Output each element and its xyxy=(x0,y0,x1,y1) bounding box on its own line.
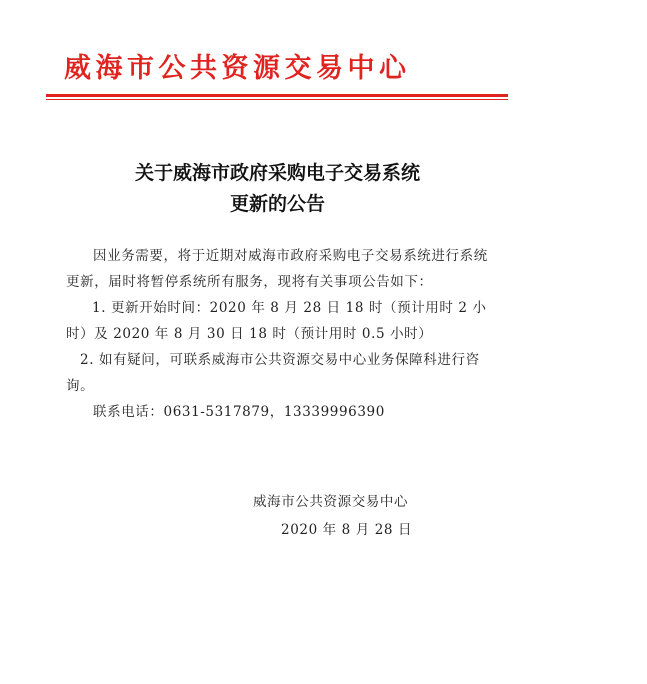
notice-intro: 因业务需要，将于近期对威海市政府采购电子交易系统进行系统更新，届时将暂停系统所有服务，现将有关事项公告如下： xyxy=(66,248,488,290)
signature-date: 2020 年 8 月 28 日 xyxy=(281,522,413,538)
notice-body xyxy=(66,243,498,425)
notice-title-line2: 更新的公告 xyxy=(229,193,325,215)
notice-item-2: 2. 如有疑问，可联系威海市公共资源交易中心业务保障科进行咨询。 xyxy=(66,352,480,394)
letterhead-red-rule-thin xyxy=(46,99,508,100)
notice-title xyxy=(40,158,515,220)
notice-item-1: 1. 更新开始时间：2020 年 8 月 28 日 18 时（预计用时 2 小时）及 2020 年 8 月 30 日 18 时（预计用时 0.5 小时） xyxy=(66,300,487,342)
signature-org: 威海市公共资源交易中心 xyxy=(253,494,409,510)
notice-contact: 联系电话：0631-5317879，13339996390 xyxy=(93,404,385,420)
notice-title-line1: 关于威海市政府采购电子交易系统 xyxy=(134,162,420,184)
letterhead-title: 威海市公共资源交易中心 xyxy=(64,53,411,84)
signature-block xyxy=(235,488,435,544)
letterhead-red-rule xyxy=(46,94,508,97)
